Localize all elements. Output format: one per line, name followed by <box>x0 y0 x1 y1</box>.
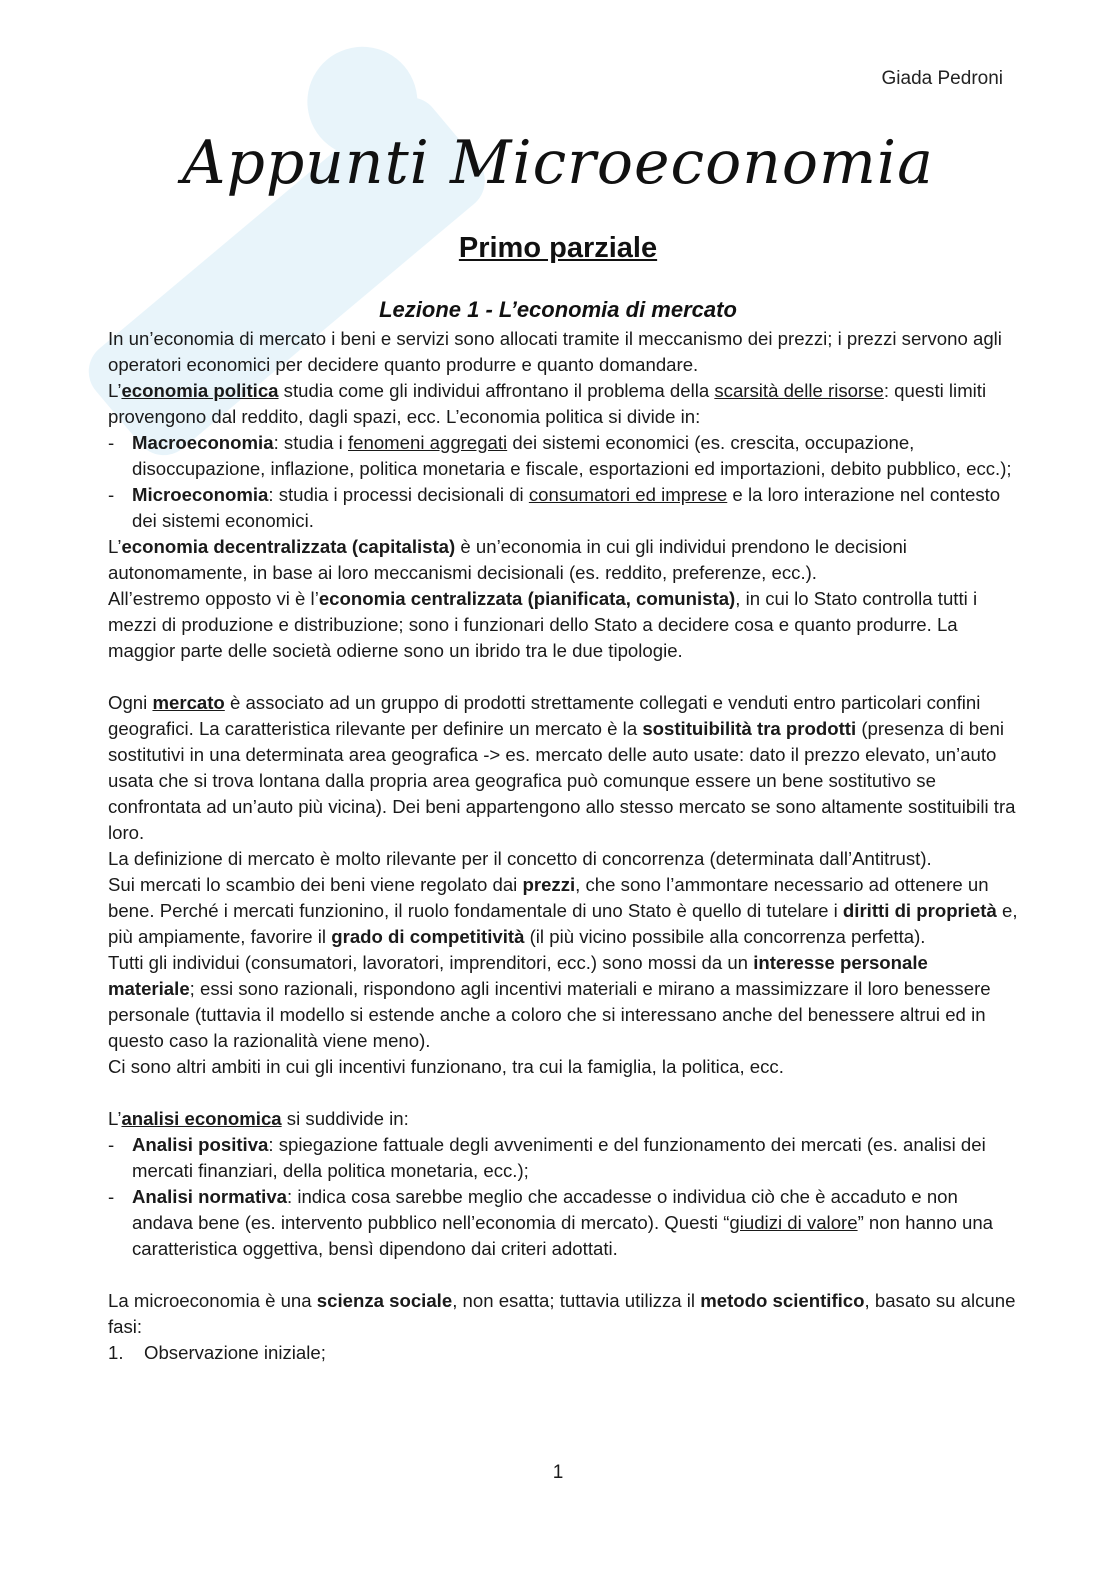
paragraph: In un’economia di mercato i beni e servizi sono allocati tramite il meccanismo dei prezzi; i prezzi servono agli operatori economici per decidere quanto produrre e quanto domandare. <box>108 328 1002 375</box>
key-term: Macroeconomia <box>132 432 274 453</box>
key-term: mercato <box>152 692 225 713</box>
lesson-heading: Lezione 1 - L’economia di mercato <box>379 297 737 322</box>
list-item: - Microeconomia: studia i processi decisionali di consumatori ed imprese e la loro interazione nel contesto dei sistemi economici. <box>108 484 1001 531</box>
key-term: economia decentralizzata (capitalista) <box>121 536 456 557</box>
underlined-term: giudizi di valore <box>729 1212 858 1233</box>
key-term: Analisi positiva <box>132 1134 269 1155</box>
paragraph: L’economia politica studia come gli individui affrontano il problema della scarsità delle risorse: questi limiti provengono dal reddito, dagli spazi, ecc. L’economia politica si divide in: <box>108 380 987 427</box>
document-title: Appunti Microeconomia <box>182 128 934 198</box>
key-term: grado di competitività <box>331 926 525 947</box>
list-item: 1. Observazione iniziale; <box>108 1342 326 1363</box>
key-term: scienza sociale <box>316 1290 453 1311</box>
underlined-term: scarsità delle risorse <box>714 380 884 401</box>
key-term: economia centralizzata (pianificata, comunista) <box>318 588 736 609</box>
bullet-list <box>108 1132 1018 1262</box>
paragraph: Sui mercati lo scambio dei beni viene regolato dai prezzi, che sono l’ammontare necessario ad ottenere un bene. Perché i mercati funzionino, il ruolo fondamentale di uno Stato è quello di tutelare i diritti di proprietà e, più ampiamente, favorire il grado di competitività (il più vicino possibile alla concorrenza perfetta). <box>108 874 1018 947</box>
paragraph: Ci sono altri ambiti in cui gli incentivi funzionano, tra cui la famiglia, la politica, ecc. <box>108 1056 784 1077</box>
key-term: Analisi normativa <box>132 1186 287 1207</box>
list-item: - Analisi positiva: spiegazione fattuale degli avvenimenti e del funzionamento dei mercati (es. analisi dei mercati finanziari, della politica monetaria, ecc.); <box>108 1134 986 1181</box>
underlined-term: consumatori ed imprese <box>528 484 728 505</box>
paragraph: All’estremo opposto vi è l’economia centralizzata (pianificata, comunista), in cui lo Stato controlla tutti i mezzi di produzione e distribuzione; sono i funzionari dello Stato a decidere cosa e quanto produrre. La maggior parte delle società odierne sono un ibrido tra le due tipologie. <box>108 588 978 661</box>
key-term: metodo scientifico <box>700 1290 865 1311</box>
list-item: - Macroeconomia: studia i fenomeni aggregati dei sistemi economici (es. crescita, occupazione, disoccupazione, inflazione, politica monetaria e fiscale, esportazioni ed importazioni, debito pubblico, ecc.); <box>108 432 1012 479</box>
page-number: 1 <box>552 1462 564 1483</box>
list-item: - Analisi normativa: indica cosa sarebbe meglio che accadesse o individua ciò che è accaduto e non andava bene (es. intervento pubblico nell’economia di mercato). Questi “giudizi di valore” non hanno una caratteristica oggettiva, bensì dipendono dai criteri adottati. <box>108 1186 994 1259</box>
key-term: interesse personale materiale <box>108 952 928 999</box>
bullet-list <box>108 430 1018 534</box>
underlined-term: fenomeni aggregati <box>347 432 508 453</box>
key-term: diritti di proprietà <box>842 900 997 921</box>
body-text <box>108 326 1018 1366</box>
numbered-list <box>108 1340 1018 1366</box>
key-term: Microeconomia <box>132 484 269 505</box>
paragraph: L’analisi economica si suddivide in: <box>108 1108 409 1129</box>
paragraph: Ogni mercato è associato ad un gruppo di prodotti strettamente collegati e venduti entro particolari confini geografici. La caratteristica rilevante per definire un mercato è la sostituibilità tra prodotti (presenza di beni sostitutivi in una determinata area geografica -> es. mercato delle auto usate: dato il prezzo elevato, un’auto usata che si trova lontana dalla propria area geografica può comunque essere un bene sostitutivo se confrontata ad un’auto più vicina). Dei beni appartengono allo stesso mercato se sono altamente sostituibili tra loro. <box>108 692 1016 843</box>
key-term: economia politica <box>121 380 279 401</box>
section-heading: Primo parziale <box>458 232 658 264</box>
key-term: prezzi <box>522 874 576 895</box>
paragraph: La definizione di mercato è molto rilevante per il concetto di concorrenza (determinata dall’Antitrust). <box>108 848 932 869</box>
key-term: analisi economica <box>121 1108 282 1129</box>
paragraph: L’economia decentralizzata (capitalista) è un’economia in cui gli individui prendono le decisioni autonomamente, in base ai loro meccanismi decisionali (es. reddito, preferenze, ecc.). <box>108 536 907 583</box>
author-name: Giada Pedroni <box>881 68 1003 89</box>
paragraph: Tutti gli individui (consumatori, lavoratori, imprenditori, ecc.) sono mossi da un interesse personale materiale; essi sono razionali, rispondono agli incentivi materiali e mirano a massimizzare il loro benessere personale (tuttavia il modello si estende anche a coloro che si interessano anche del benessere altrui ed in questo caso la razionalità viene meno). <box>108 952 991 1051</box>
paragraph: La microeconomia è una scienza sociale, non esatta; tuttavia utilizza il metodo scientifico, basato su alcune fasi: <box>108 1290 1016 1337</box>
key-term: sostituibilità tra prodotti <box>642 718 857 739</box>
